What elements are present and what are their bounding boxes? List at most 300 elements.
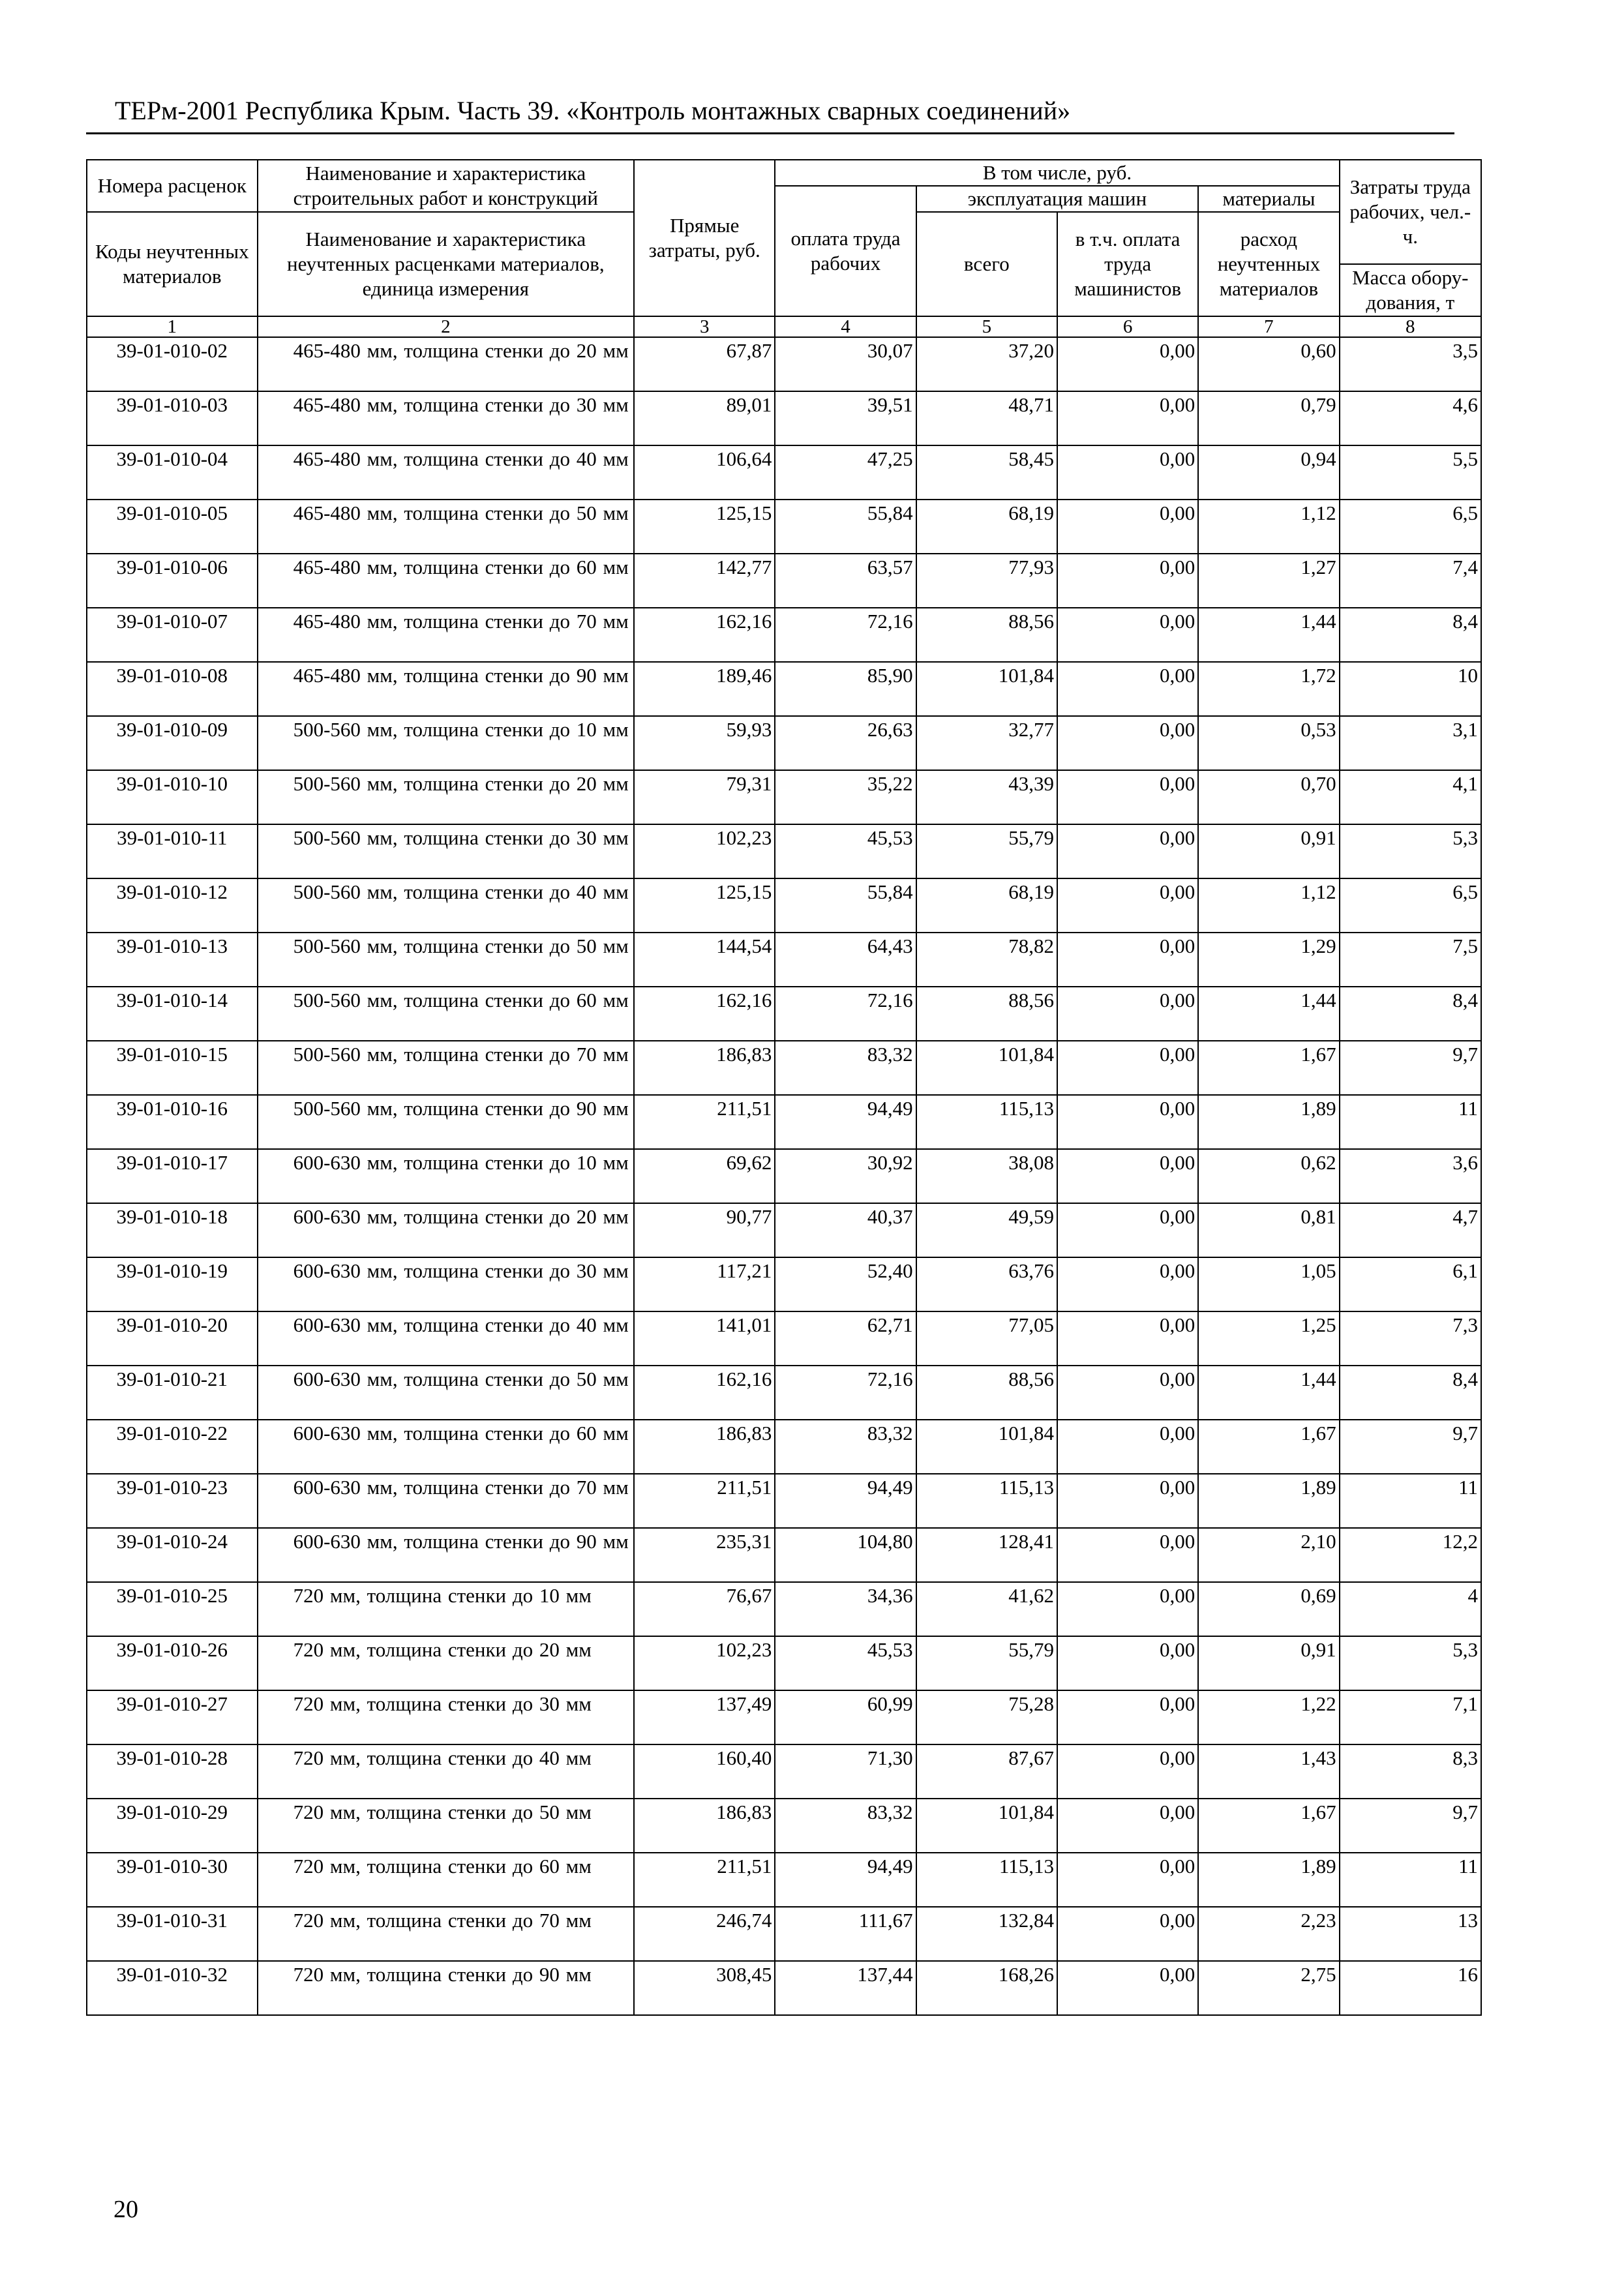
labor-wage-cell: 137,44 [775, 1961, 916, 2015]
machinist-wage-cell: 0,00 [1057, 987, 1198, 1041]
direct-costs-cell: 186,83 [634, 1799, 775, 1853]
labor-wage-cell: 94,49 [775, 1095, 916, 1149]
machinist-wage-cell: 0,00 [1057, 1041, 1198, 1095]
materials-cell: 1,44 [1198, 608, 1339, 662]
labor-hours-cell: 11 [1340, 1474, 1481, 1528]
machine-total-cell: 88,56 [916, 987, 1057, 1041]
materials-cell: 0,94 [1198, 445, 1339, 500]
materials-cell: 0,53 [1198, 716, 1339, 770]
column-number: 7 [1198, 316, 1339, 337]
header-material-codes: Коды неучтенных материалов [87, 212, 258, 316]
machine-total-cell: 78,82 [916, 933, 1057, 987]
labor-hours-cell: 16 [1340, 1961, 1481, 2015]
machine-total-cell: 68,19 [916, 878, 1057, 933]
materials-cell: 1,89 [1198, 1474, 1339, 1528]
labor-wage-cell: 62,71 [775, 1311, 916, 1366]
column-number: 8 [1340, 316, 1481, 337]
table-row [87, 1095, 1481, 1149]
direct-costs-cell: 125,15 [634, 500, 775, 554]
machine-total-cell: 101,84 [916, 1799, 1057, 1853]
direct-costs-cell: 211,51 [634, 1853, 775, 1907]
machinist-wage-cell: 0,00 [1057, 1744, 1198, 1799]
machine-total-cell: 63,76 [916, 1257, 1057, 1311]
table-header [87, 160, 1481, 337]
materials-cell: 0,91 [1198, 824, 1339, 878]
materials-cell: 1,12 [1198, 878, 1339, 933]
rate-code-cell: 39-01-010-16 [87, 1095, 258, 1149]
work-description-cell: 500-560 мм, толщина стенки до 70 мм [258, 1041, 635, 1095]
direct-costs-cell: 162,16 [634, 987, 775, 1041]
rate-code-cell: 39-01-010-26 [87, 1636, 258, 1690]
work-description-cell: 600-630 мм, толщина стенки до 50 мм [258, 1366, 635, 1420]
labor-hours-cell: 3,5 [1340, 337, 1481, 391]
labor-hours-cell: 6,5 [1340, 878, 1481, 933]
direct-costs-cell: 90,77 [634, 1203, 775, 1257]
column-number: 2 [258, 316, 635, 337]
direct-costs-cell: 117,21 [634, 1257, 775, 1311]
rate-code-cell: 39-01-010-08 [87, 662, 258, 716]
direct-costs-cell: 189,46 [634, 662, 775, 716]
labor-wage-cell: 85,90 [775, 662, 916, 716]
materials-cell: 0,81 [1198, 1203, 1339, 1257]
rate-code-cell: 39-01-010-23 [87, 1474, 258, 1528]
page-number: 20 [113, 2196, 138, 2223]
materials-cell: 1,44 [1198, 1366, 1339, 1420]
work-description-cell: 465-480 мм, толщина стенки до 90 мм [258, 662, 635, 716]
machine-total-cell: 77,05 [916, 1311, 1057, 1366]
rate-code-cell: 39-01-010-14 [87, 987, 258, 1041]
direct-costs-cell: 144,54 [634, 933, 775, 987]
labor-wage-cell: 104,80 [775, 1528, 916, 1582]
labor-wage-cell: 55,84 [775, 878, 916, 933]
machine-total-cell: 37,20 [916, 337, 1057, 391]
direct-costs-cell: 162,16 [634, 608, 775, 662]
direct-costs-cell: 79,31 [634, 770, 775, 824]
labor-wage-cell: 83,32 [775, 1799, 916, 1853]
table-row [87, 1690, 1481, 1744]
labor-hours-cell: 6,5 [1340, 500, 1481, 554]
direct-costs-cell: 89,01 [634, 391, 775, 445]
work-description-cell: 720 мм, толщина стенки до 70 мм [258, 1907, 635, 1961]
labor-hours-cell: 6,1 [1340, 1257, 1481, 1311]
header-labor-costs: Затраты труда рабочих, чел.-ч. [1340, 160, 1481, 264]
machinist-wage-cell: 0,00 [1057, 878, 1198, 933]
labor-wage-cell: 45,53 [775, 824, 916, 878]
machinist-wage-cell: 0,00 [1057, 1907, 1198, 1961]
labor-wage-cell: 60,99 [775, 1690, 916, 1744]
labor-wage-cell: 45,53 [775, 1636, 916, 1690]
labor-wage-cell: 111,67 [775, 1907, 916, 1961]
machine-total-cell: 168,26 [916, 1961, 1057, 2015]
labor-hours-cell: 5,5 [1340, 445, 1481, 500]
rate-code-cell: 39-01-010-30 [87, 1853, 258, 1907]
direct-costs-cell: 141,01 [634, 1311, 775, 1366]
rate-code-cell: 39-01-010-22 [87, 1420, 258, 1474]
rate-code-cell: 39-01-010-04 [87, 445, 258, 500]
machine-total-cell: 115,13 [916, 1095, 1057, 1149]
header-work-name: Наименование и характеристика строительных работ и конструкций [258, 160, 635, 212]
labor-hours-cell: 7,5 [1340, 933, 1481, 987]
direct-costs-cell: 246,74 [634, 1907, 775, 1961]
work-description-cell: 465-480 мм, толщина стенки до 70 мм [258, 608, 635, 662]
machinist-wage-cell: 0,00 [1057, 1961, 1198, 2015]
header-equipment-mass: Масса обору-дования, т [1340, 264, 1481, 316]
labor-hours-cell: 3,1 [1340, 716, 1481, 770]
work-description-cell: 720 мм, толщина стенки до 90 мм [258, 1961, 635, 2015]
table-row [87, 1961, 1481, 2015]
machinist-wage-cell: 0,00 [1057, 1149, 1198, 1203]
table-row [87, 1420, 1481, 1474]
materials-cell: 2,75 [1198, 1961, 1339, 2015]
machine-total-cell: 115,13 [916, 1853, 1057, 1907]
header-direct-costs: Прямые затраты, руб. [634, 160, 775, 316]
materials-cell: 1,27 [1198, 554, 1339, 608]
materials-cell: 1,29 [1198, 933, 1339, 987]
machinist-wage-cell: 0,00 [1057, 391, 1198, 445]
rates-table [86, 159, 1482, 2016]
table-row [87, 1149, 1481, 1203]
labor-hours-cell: 13 [1340, 1907, 1481, 1961]
machinist-wage-cell: 0,00 [1057, 500, 1198, 554]
direct-costs-cell: 235,31 [634, 1528, 775, 1582]
labor-hours-cell: 12,2 [1340, 1528, 1481, 1582]
rate-code-cell: 39-01-010-15 [87, 1041, 258, 1095]
labor-hours-cell: 7,3 [1340, 1311, 1481, 1366]
table-row [87, 824, 1481, 878]
machine-total-cell: 68,19 [916, 500, 1057, 554]
rate-code-cell: 39-01-010-31 [87, 1907, 258, 1961]
labor-hours-cell: 11 [1340, 1853, 1481, 1907]
work-description-cell: 500-560 мм, толщина стенки до 40 мм [258, 878, 635, 933]
labor-hours-cell: 9,7 [1340, 1041, 1481, 1095]
machine-total-cell: 101,84 [916, 1041, 1057, 1095]
machinist-wage-cell: 0,00 [1057, 1095, 1198, 1149]
labor-wage-cell: 72,16 [775, 987, 916, 1041]
rate-code-cell: 39-01-010-24 [87, 1528, 258, 1582]
labor-wage-cell: 72,16 [775, 1366, 916, 1420]
work-description-cell: 500-560 мм, толщина стенки до 20 мм [258, 770, 635, 824]
direct-costs-cell: 308,45 [634, 1961, 775, 2015]
labor-hours-cell: 7,4 [1340, 554, 1481, 608]
labor-wage-cell: 83,32 [775, 1041, 916, 1095]
rate-code-cell: 39-01-010-29 [87, 1799, 258, 1853]
materials-cell: 0,70 [1198, 770, 1339, 824]
direct-costs-cell: 125,15 [634, 878, 775, 933]
work-description-cell: 465-480 мм, толщина стенки до 60 мм [258, 554, 635, 608]
work-description-cell: 600-630 мм, толщина стенки до 60 мм [258, 1420, 635, 1474]
labor-wage-cell: 71,30 [775, 1744, 916, 1799]
table-row [87, 662, 1481, 716]
machine-total-cell: 88,56 [916, 608, 1057, 662]
machinist-wage-cell: 0,00 [1057, 1474, 1198, 1528]
direct-costs-cell: 76,67 [634, 1582, 775, 1636]
work-description-cell: 600-630 мм, толщина стенки до 20 мм [258, 1203, 635, 1257]
table-row [87, 337, 1481, 391]
work-description-cell: 600-630 мм, толщина стенки до 10 мм [258, 1149, 635, 1203]
labor-wage-cell: 72,16 [775, 608, 916, 662]
work-description-cell: 500-560 мм, толщина стенки до 90 мм [258, 1095, 635, 1149]
header-materials: материалы [1198, 186, 1339, 212]
table-row [87, 1799, 1481, 1853]
rate-code-cell: 39-01-010-11 [87, 824, 258, 878]
direct-costs-cell: 67,87 [634, 337, 775, 391]
materials-cell: 0,62 [1198, 1149, 1339, 1203]
rate-code-cell: 39-01-010-06 [87, 554, 258, 608]
table-row [87, 1744, 1481, 1799]
rate-code-cell: 39-01-010-10 [87, 770, 258, 824]
direct-costs-cell: 137,49 [634, 1690, 775, 1744]
machinist-wage-cell: 0,00 [1057, 770, 1198, 824]
table-row [87, 716, 1481, 770]
materials-cell: 0,69 [1198, 1582, 1339, 1636]
rate-code-cell: 39-01-010-19 [87, 1257, 258, 1311]
rate-code-cell: 39-01-010-09 [87, 716, 258, 770]
work-description-cell: 720 мм, толщина стенки до 10 мм [258, 1582, 635, 1636]
labor-wage-cell: 94,49 [775, 1853, 916, 1907]
materials-cell: 1,67 [1198, 1799, 1339, 1853]
labor-hours-cell: 3,6 [1340, 1149, 1481, 1203]
machinist-wage-cell: 0,00 [1057, 1636, 1198, 1690]
labor-wage-cell: 39,51 [775, 391, 916, 445]
direct-costs-cell: 160,40 [634, 1744, 775, 1799]
labor-hours-cell: 4 [1340, 1582, 1481, 1636]
machinist-wage-cell: 0,00 [1057, 1799, 1198, 1853]
header-including: В том числе, руб. [775, 160, 1339, 186]
machine-total-cell: 55,79 [916, 824, 1057, 878]
table-row [87, 1203, 1481, 1257]
machine-total-cell: 87,67 [916, 1744, 1057, 1799]
labor-hours-cell: 8,4 [1340, 608, 1481, 662]
materials-cell: 1,22 [1198, 1690, 1339, 1744]
machinist-wage-cell: 0,00 [1057, 608, 1198, 662]
table-row [87, 987, 1481, 1041]
machinist-wage-cell: 0,00 [1057, 337, 1198, 391]
materials-cell: 1,43 [1198, 1744, 1339, 1799]
direct-costs-cell: 162,16 [634, 1366, 775, 1420]
work-description-cell: 600-630 мм, толщина стенки до 70 мм [258, 1474, 635, 1528]
materials-cell: 0,79 [1198, 391, 1339, 445]
direct-costs-cell: 106,64 [634, 445, 775, 500]
labor-wage-cell: 83,32 [775, 1420, 916, 1474]
column-number: 5 [916, 316, 1057, 337]
materials-cell: 1,89 [1198, 1095, 1339, 1149]
labor-wage-cell: 30,92 [775, 1149, 916, 1203]
table-row [87, 1474, 1481, 1528]
table-row [87, 391, 1481, 445]
labor-hours-cell: 4,1 [1340, 770, 1481, 824]
labor-wage-cell: 63,57 [775, 554, 916, 608]
machine-total-cell: 41,62 [916, 1582, 1057, 1636]
materials-cell: 1,05 [1198, 1257, 1339, 1311]
machine-total-cell: 58,45 [916, 445, 1057, 500]
labor-hours-cell: 5,3 [1340, 824, 1481, 878]
table-row [87, 1907, 1481, 1961]
table-row [87, 1528, 1481, 1582]
header-materials-consumption: расход неучтенных материалов [1198, 212, 1339, 316]
rate-code-cell: 39-01-010-27 [87, 1690, 258, 1744]
work-description-cell: 720 мм, толщина стенки до 40 мм [258, 1744, 635, 1799]
materials-cell: 1,25 [1198, 1311, 1339, 1366]
work-description-cell: 720 мм, толщина стенки до 30 мм [258, 1690, 635, 1744]
work-description-cell: 600-630 мм, толщина стенки до 40 мм [258, 1311, 635, 1366]
work-description-cell: 465-480 мм, толщина стенки до 40 мм [258, 445, 635, 500]
direct-costs-cell: 186,83 [634, 1420, 775, 1474]
header-rate-numbers: Номера расценок [87, 160, 258, 212]
machinist-wage-cell: 0,00 [1057, 1853, 1198, 1907]
header-machine-total: всего [916, 212, 1057, 316]
labor-wage-cell: 64,43 [775, 933, 916, 987]
labor-hours-cell: 10 [1340, 662, 1481, 716]
machinist-wage-cell: 0,00 [1057, 824, 1198, 878]
materials-cell: 0,91 [1198, 1636, 1339, 1690]
machinist-wage-cell: 0,00 [1057, 662, 1198, 716]
labor-hours-cell: 4,6 [1340, 391, 1481, 445]
machine-total-cell: 55,79 [916, 1636, 1057, 1690]
work-description-cell: 600-630 мм, толщина стенки до 30 мм [258, 1257, 635, 1311]
materials-cell: 1,44 [1198, 987, 1339, 1041]
machine-total-cell: 88,56 [916, 1366, 1057, 1420]
labor-hours-cell: 8,4 [1340, 1366, 1481, 1420]
materials-cell: 2,23 [1198, 1907, 1339, 1961]
machine-total-cell: 48,71 [916, 391, 1057, 445]
machine-total-cell: 43,39 [916, 770, 1057, 824]
table-row [87, 1311, 1481, 1366]
direct-costs-cell: 102,23 [634, 824, 775, 878]
direct-costs-cell: 102,23 [634, 1636, 775, 1690]
column-number: 3 [634, 316, 775, 337]
machinist-wage-cell: 0,00 [1057, 1257, 1198, 1311]
table-body [87, 337, 1481, 2015]
rate-code-cell: 39-01-010-07 [87, 608, 258, 662]
rate-code-cell: 39-01-010-20 [87, 1311, 258, 1366]
machine-total-cell: 132,84 [916, 1907, 1057, 1961]
direct-costs-cell: 211,51 [634, 1474, 775, 1528]
machinist-wage-cell: 0,00 [1057, 1203, 1198, 1257]
materials-cell: 1,89 [1198, 1853, 1339, 1907]
rate-code-cell: 39-01-010-02 [87, 337, 258, 391]
labor-wage-cell: 26,63 [775, 716, 916, 770]
page-header-title: ТЕРм-2001 Республика Крым. Часть 39. «Контроль монтажных сварных соединений» [115, 96, 1071, 125]
direct-costs-cell: 142,77 [634, 554, 775, 608]
labor-wage-cell: 35,22 [775, 770, 916, 824]
materials-cell: 1,72 [1198, 662, 1339, 716]
column-number-row [87, 316, 1481, 337]
machine-total-cell: 77,93 [916, 554, 1057, 608]
direct-costs-cell: 59,93 [634, 716, 775, 770]
work-description-cell: 720 мм, толщина стенки до 60 мм [258, 1853, 635, 1907]
labor-hours-cell: 8,4 [1340, 987, 1481, 1041]
materials-cell: 1,67 [1198, 1420, 1339, 1474]
materials-cell: 2,10 [1198, 1528, 1339, 1582]
labor-hours-cell: 11 [1340, 1095, 1481, 1149]
table-row [87, 1853, 1481, 1907]
work-description-cell: 500-560 мм, толщина стенки до 10 мм [258, 716, 635, 770]
rate-code-cell: 39-01-010-13 [87, 933, 258, 987]
machinist-wage-cell: 0,00 [1057, 1420, 1198, 1474]
work-description-cell: 465-480 мм, толщина стенки до 50 мм [258, 500, 635, 554]
machine-total-cell: 38,08 [916, 1149, 1057, 1203]
rate-code-cell: 39-01-010-03 [87, 391, 258, 445]
header-rule [86, 132, 1454, 134]
work-description-cell: 500-560 мм, толщина стенки до 60 мм [258, 987, 635, 1041]
labor-hours-cell: 9,7 [1340, 1420, 1481, 1474]
labor-hours-cell: 5,3 [1340, 1636, 1481, 1690]
machinist-wage-cell: 0,00 [1057, 1582, 1198, 1636]
rate-code-cell: 39-01-010-12 [87, 878, 258, 933]
header-machine-operation: эксплуатация машин [916, 186, 1199, 212]
header-labor-wage: оплата труда рабочих [775, 186, 916, 316]
work-description-cell: 600-630 мм, толщина стенки до 90 мм [258, 1528, 635, 1582]
labor-wage-cell: 30,07 [775, 337, 916, 391]
table-row [87, 608, 1481, 662]
rate-code-cell: 39-01-010-21 [87, 1366, 258, 1420]
table-row [87, 1041, 1481, 1095]
rate-code-cell: 39-01-010-32 [87, 1961, 258, 2015]
work-description-cell: 465-480 мм, толщина стенки до 20 мм [258, 337, 635, 391]
direct-costs-cell: 211,51 [634, 1095, 775, 1149]
rate-code-cell: 39-01-010-25 [87, 1582, 258, 1636]
work-description-cell: 500-560 мм, толщина стенки до 50 мм [258, 933, 635, 987]
labor-hours-cell: 9,7 [1340, 1799, 1481, 1853]
labor-hours-cell: 8,3 [1340, 1744, 1481, 1799]
rate-code-cell: 39-01-010-18 [87, 1203, 258, 1257]
machinist-wage-cell: 0,00 [1057, 445, 1198, 500]
machinist-wage-cell: 0,00 [1057, 554, 1198, 608]
column-number: 4 [775, 316, 916, 337]
table-row [87, 1257, 1481, 1311]
labor-wage-cell: 52,40 [775, 1257, 916, 1311]
machine-total-cell: 49,59 [916, 1203, 1057, 1257]
labor-hours-cell: 7,1 [1340, 1690, 1481, 1744]
labor-wage-cell: 94,49 [775, 1474, 916, 1528]
work-description-cell: 720 мм, толщина стенки до 50 мм [258, 1799, 635, 1853]
machinist-wage-cell: 0,00 [1057, 1528, 1198, 1582]
machinist-wage-cell: 0,00 [1057, 716, 1198, 770]
table-row [87, 1636, 1481, 1690]
table-row [87, 445, 1481, 500]
table-row [87, 878, 1481, 933]
table-row [87, 1582, 1481, 1636]
table-row [87, 500, 1481, 554]
machine-total-cell: 32,77 [916, 716, 1057, 770]
column-number: 6 [1057, 316, 1198, 337]
table-row [87, 554, 1481, 608]
direct-costs-cell: 69,62 [634, 1149, 775, 1203]
direct-costs-cell: 186,83 [634, 1041, 775, 1095]
table-row [87, 933, 1481, 987]
column-number: 1 [87, 316, 258, 337]
machinist-wage-cell: 0,00 [1057, 1366, 1198, 1420]
labor-wage-cell: 55,84 [775, 500, 916, 554]
rate-code-cell: 39-01-010-28 [87, 1744, 258, 1799]
rate-code-cell: 39-01-010-17 [87, 1149, 258, 1203]
machine-total-cell: 128,41 [916, 1528, 1057, 1582]
header-machinist-wage: в т.ч. оплата труда машинистов [1057, 212, 1198, 316]
machinist-wage-cell: 0,00 [1057, 933, 1198, 987]
materials-cell: 1,67 [1198, 1041, 1339, 1095]
machine-total-cell: 101,84 [916, 662, 1057, 716]
rate-code-cell: 39-01-010-05 [87, 500, 258, 554]
machine-total-cell: 101,84 [916, 1420, 1057, 1474]
table-row [87, 770, 1481, 824]
machine-total-cell: 115,13 [916, 1474, 1057, 1528]
table-row [87, 1366, 1481, 1420]
labor-wage-cell: 34,36 [775, 1582, 916, 1636]
labor-hours-cell: 4,7 [1340, 1203, 1481, 1257]
header-material-name: Наименование и характеристика неучтенных расценками материалов, единица измерения [258, 212, 635, 316]
labor-wage-cell: 40,37 [775, 1203, 916, 1257]
materials-cell: 1,12 [1198, 500, 1339, 554]
